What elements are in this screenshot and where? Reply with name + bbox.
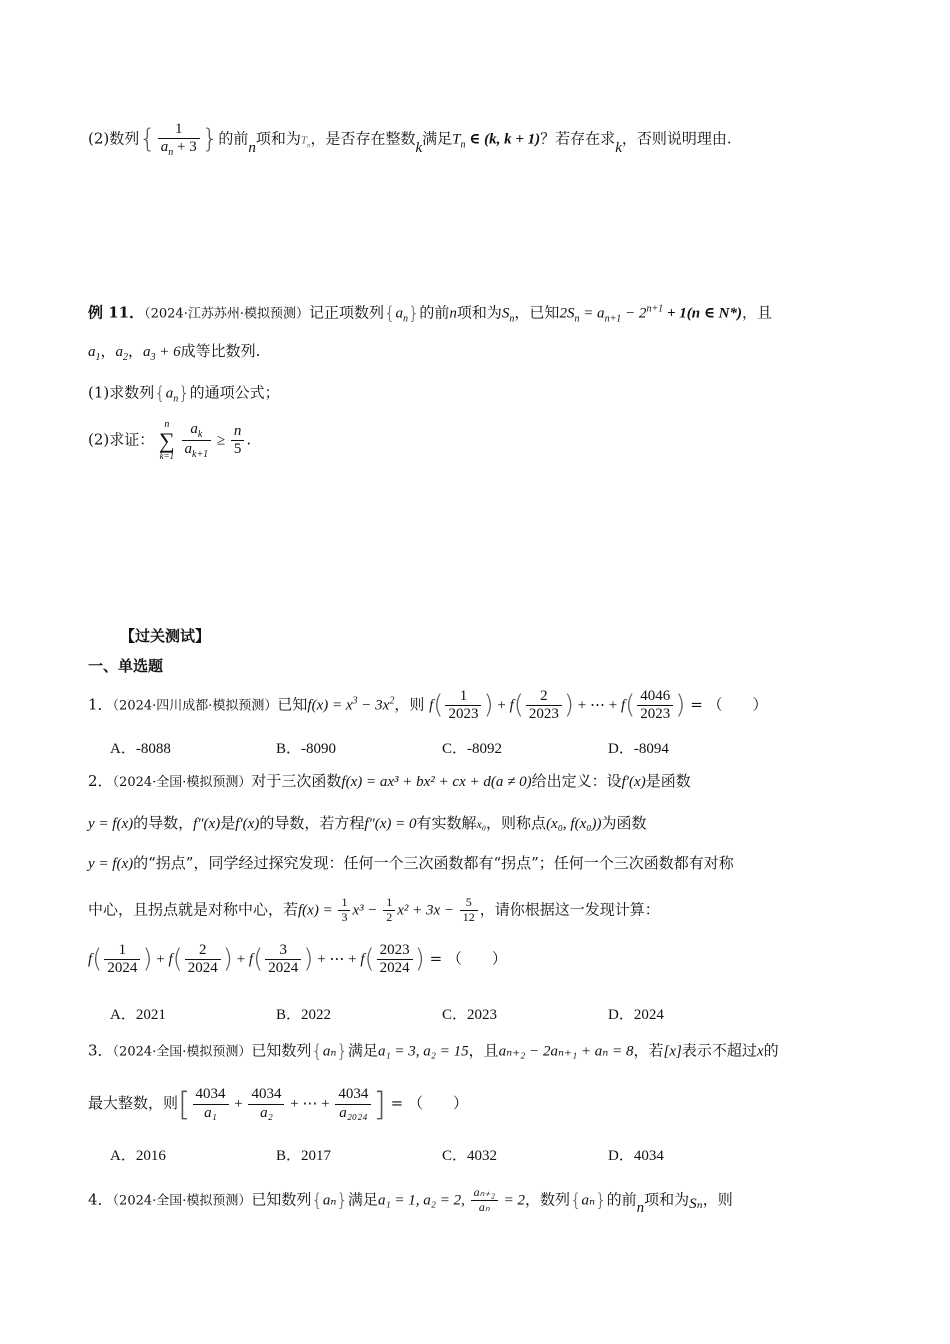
ex10-part2-prefix: (2)数列 [88,129,140,148]
option-d[interactable]: D．2024 [608,1007,664,1023]
q2-line5: f( $\frac{1}{2024}$ ) + f( $\frac{2}{2024}$ ) + f( $\frac{3}{2024}$ ) + ⋯ + f( $\frac{2023}{2024}$ ) = （ ） [88,941,507,976]
q3-line1: 3．（2024·全国·模拟预测）已知数列{aₙ}满足a₁ = 3, a₂ = 15，且aₙ₊₂ − 2aₙ₊₁ + aₙ = 8，若[x]表示不超过x的 [88,1041,779,1062]
q2-options [110,1003,774,1024]
fraction: $\frac{1}{2024}$ [104,942,140,978]
test-heading: 【过关测试】 [120,627,211,645]
option-a[interactable]: A．-8088 [110,741,171,757]
fraction: $\frac{1}{2023}$ [445,688,481,724]
fraction: $\frac{\text{aₙ₊₂}}{\text{aₙ}}$ [471,1186,498,1215]
option-b[interactable]: B．2022 [276,1007,332,1023]
option-c[interactable]: C．2023 [442,1007,498,1023]
option-c[interactable]: C．4032 [442,1148,498,1164]
q1-options [110,737,774,758]
ex11-part2: (2)求证： n ∑ k=1 $\frac{a_k}{a_{k+1}}$ ≥ $\frac{n}{5}$ . [88,419,252,461]
fraction: $\frac{4034}{\text{a₂₀₂₄}}$ [335,1086,371,1122]
option-d[interactable]: D．-8094 [608,741,669,757]
fraction: $\frac{a_k}{a_{k+1}}$ [182,421,212,461]
ex10-part2-line: (2)数列{ $\frac{1}{a_n + 3}$ }的前n项和为$T_n$，是否存在整数k满足$T_n$ ∈ (k, k + 1)？若存在求k，否则说明理由. [88,120,732,158]
ex11-line2: $a_1$，$a_2$，$a_3 + 6$成等比数列. [88,342,261,363]
q2-line3: y = f(x)的“拐点”，同学经过探究发现：任何一个三次函数都有“拐点”；任何一个三次函数都有对称 [88,854,734,872]
q1-line: 1．（2024·四川成都·模拟预测）已知$f(x) = x^3 - 3x^2$，则 f( $\frac{1}{2023}$ ) + f( $\frac{2}{2023}$ ) + ⋯ + f( $\frac{4046}{2023}$ ) = （ ） [88,687,768,722]
q2-line2: y = f(x)的导数，f″(x)是f′(x)的导数，若方程f″(x) = 0有实数解x₀，则称点(x₀, f(x₀))为函数 [88,814,647,832]
summation: n ∑ k=1 [159,419,175,461]
section-title: 一、单选题 [88,657,164,675]
fraction: $\frac{2023}{2024}$ [377,942,413,978]
example-label: 例 11． [88,303,145,322]
ex11-line1: 例 11．（2024·江苏苏州·模拟预测）记正项数列$\{a_n\}$的前n项和为$S_n$，已知$2S_n = a_{n+1} - 2^{n+1} + 1(n$ ∈ N*)，且 [88,303,773,325]
ex11-part1: (1)求数列$\{a_n\}$的通项公式； [88,383,280,405]
fraction: $\frac{5}{12}$ [460,896,478,925]
fraction: $\frac{2}{2023}$ [526,688,562,724]
fraction: $\frac{4046}{2023}$ [637,688,673,724]
fraction: $\frac{2}{2024}$ [185,942,221,978]
fraction: $\frac{1}{3}$ [338,896,350,925]
q2-line1: 2．（2024·全国·模拟预测）对于三次函数f(x) = ax³ + bx² + cx + d(a ≠ 0)给出定义：设f′(x)是函数 [88,772,691,790]
fraction: $\frac{3}{2024}$ [265,942,301,978]
q4-line1: 4．（2024·全国·模拟预测）已知数列{aₙ}满足a₁ = 1, a₂ = 2, $\frac{\text{aₙ₊₂}}{\text{aₙ}}$ = 2，数列{aₙ}的前n项和为Sₙ，则 [88,1185,733,1217]
fraction: $\frac{1}{a_n + 3}$ [158,121,200,159]
fraction: $\frac{1}{2}$ [383,896,395,925]
option-b[interactable]: B．2017 [276,1148,332,1164]
fraction: $\frac{n}{5}$ [231,423,245,459]
q3-options [110,1144,774,1165]
option-b[interactable]: B．-8090 [276,741,337,757]
q2-line4: 中心，且拐点就是对称中心，若f(x) = $\frac{1}{3}$ x³ − $\frac{1}{2}$ x² + 3x − $\frac{5}{12}$ ，请你根据这一发现计算： [88,895,660,924]
option-a[interactable]: A．2016 [110,1148,166,1164]
option-d[interactable]: D．4034 [608,1148,664,1164]
q3-line2: 最大整数，则[ $\frac{4034}{\text{a₁}}$ + $\frac{4034}{\text{a₂}}$ + ⋯ + $\frac{4034}{\text{a₂₀₂₄}}$ ] = （ ） [88,1085,468,1123]
option-c[interactable]: C．-8092 [442,741,503,757]
option-a[interactable]: A．2021 [110,1007,166,1023]
fraction: $\frac{4034}{\text{a₁}}$ [193,1086,229,1122]
fraction: $\frac{4034}{\text{a₂}}$ [248,1086,284,1122]
